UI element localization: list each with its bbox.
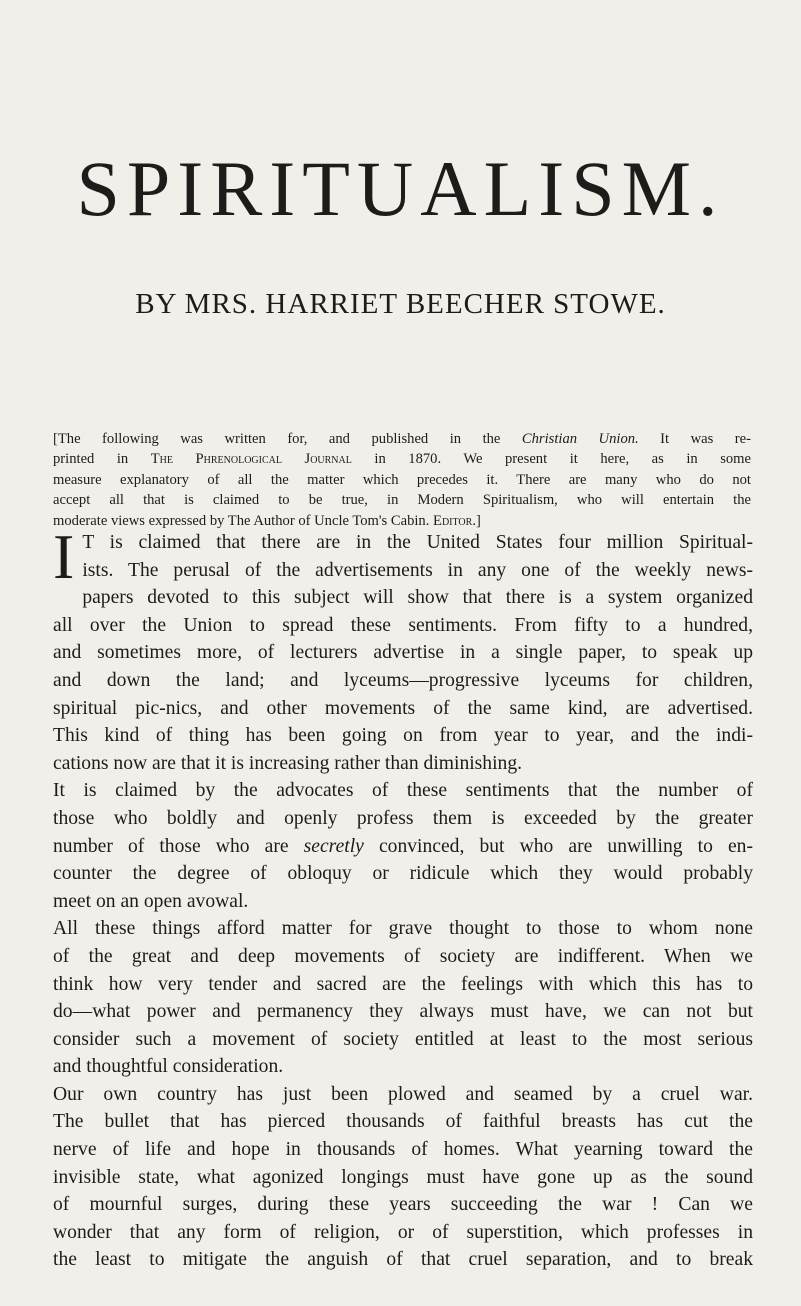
body-line: invisible state, what agonized longings must have gone up as the sound	[53, 1166, 753, 1188]
body-line	[53, 833, 753, 861]
body-text: convinced, but who are unwilling to en-	[363, 835, 753, 857]
note-line	[53, 511, 751, 531]
body-line: counter the degree of obloquy or ridicule which they would probably	[53, 863, 753, 885]
article-title: SPIRITUALISM.	[76, 145, 725, 232]
emphasis-text: secretly	[303, 835, 364, 857]
body-line: consider such a movement of society entitled at least to the most serious	[53, 1028, 753, 1050]
body-line: do—what power and permanency they always must have, we can not but	[53, 1001, 753, 1023]
body-line: meet on an open avowal.	[53, 890, 249, 912]
note-line	[53, 429, 751, 449]
note-line: accept all that is claimed to be true, in Modern Spiritualism, who will entertain the	[53, 492, 751, 509]
body-line: nerve of life and hope in thousands of homes. What yearning toward the	[53, 1139, 753, 1161]
body-line: All these things afford matter for grave thought to those to whom none	[53, 918, 753, 940]
paragraph-4	[53, 1081, 753, 1274]
editor-signature: Editor.]	[433, 512, 481, 529]
body-line: The bullet that has pierced thousands of faithful breasts has cut the	[53, 1111, 753, 1133]
note-text: It was re-	[638, 431, 751, 447]
note-text: [The following was written for, and published in the	[53, 431, 522, 447]
body-line: ists. The perusal of the advertisements in any one of the weekly news-	[82, 559, 753, 581]
journal-name: The Phrenological Journal	[150, 451, 352, 468]
body-line: spiritual pic-nics, and other movements of the same kind, are advertised.	[53, 697, 753, 719]
body-text: number of those who are	[53, 835, 304, 857]
note-text: moderate views expressed by The Author of Uncle Tom's Cabin.	[53, 512, 434, 529]
body-line: those who boldly and openly profess them is exceeded by the greater	[53, 807, 753, 829]
body-line: and thoughtful consideration.	[53, 1056, 284, 1078]
body-line: cations now are that it is increasing rather than diminishing.	[53, 752, 523, 774]
body-line: all over the Union to spread these sentiments. From fifty to a hundred,	[53, 614, 753, 636]
body-line: and down the land; and lyceums—progressive lyceums for children,	[53, 669, 753, 691]
body-line: of mournful surges, during these years succeeding the war ! Can we	[53, 1194, 753, 1216]
publication-name: Christian Union.	[521, 431, 639, 447]
author-byline: BY MRS. HARRIET BEECHER STOWE.	[135, 288, 666, 320]
body-line: of the great and deep movements of society are indifferent. When we	[53, 945, 753, 967]
drop-cap: I	[53, 521, 75, 592]
body-line: This kind of thing has been going on from year to year, and the indi-	[53, 725, 753, 747]
body-line: the least to mitigate the anguish of that cruel separation, and to break	[53, 1249, 753, 1271]
body-line: T is claimed that there are in the United States four million Spiritual-	[82, 532, 753, 553]
note-line	[53, 449, 751, 469]
paragraph-3	[53, 915, 753, 1081]
note-text: printed in	[53, 451, 151, 468]
note-text: in 1870. We present it here, as in some	[351, 451, 752, 468]
body-line: wonder that any form of religion, or of superstition, which professes in	[53, 1221, 753, 1243]
body-line: papers devoted to this subject will show that there is a system organized	[82, 587, 753, 609]
body-line: and sometimes more, of lecturers advertise in a single paper, to speak up	[53, 642, 753, 664]
paragraph-1	[53, 521, 753, 777]
body-line: think how very tender and sacred are the feelings with which this has to	[53, 973, 753, 995]
editor-note	[53, 429, 751, 531]
article-body	[53, 521, 753, 1274]
note-line: measure explanatory of all the matter which precedes it. There are many who do not	[53, 471, 751, 488]
paragraph-2	[53, 777, 753, 915]
body-line: It is claimed by the advocates of these sentiments that the number of	[53, 780, 753, 802]
body-line: Our own country has just been plowed and seamed by a cruel war.	[53, 1083, 753, 1105]
